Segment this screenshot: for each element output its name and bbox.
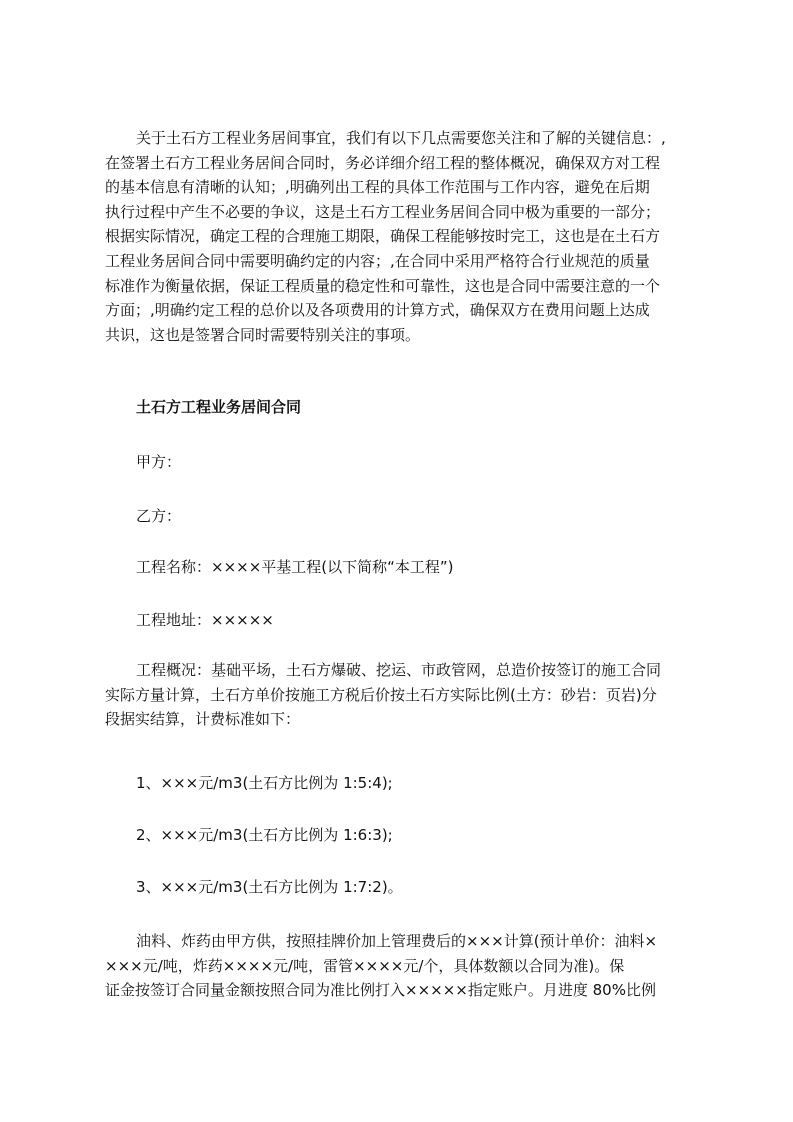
intro-line: 共识，这也是签署合同时需要特别关注的事项。 [105,325,421,344]
rate-item-3: 3、×××元/m3(土石方比例为 1:7:2)。 [136,878,403,896]
overview-line: 实际方量计算，土石方单价按施工方税后价按土石方实际比例(土方：砂岩：页岩)分 [105,685,657,704]
intro-line: 执行过程中产生不必要的争议，这是土石方工程业务居间合同中极为重要的一部分； [105,202,661,221]
intro-paragraph [105,126,687,347]
supply-paragraph [105,929,687,1003]
party-b-label: 乙方： [136,507,182,525]
intro-line: 方面；,明确约定工程的总价以及各项费用的计算方式，确保双方在费用问题上达成 [105,301,650,320]
supply-line: ×××元/吨，炸药××××元/吨，雷管××××元/个，具体数额以合同为准)。保 [105,956,625,975]
intro-line: 标准作为衡量依据，保证工程质量的稳定性和可靠性，这也是合同中需要注意的一个 [105,276,661,295]
supply-line: 油料、炸药由甲方供，按照挂牌价加上管理费后的×××计算(预计单价：油料× [136,932,658,950]
overview-line: 工程概况：基础平场，土石方爆破、挖运、市政管网，总造价按签订的施工合同 [136,661,662,679]
intro-line: 根据实际情况，确定工程的合理施工期限，确保工程能够按时完工，这也是在土石方 [105,227,661,246]
party-a-label: 甲方： [136,453,182,471]
supply-line: 证金按签订合同量金额按照合同为准比例打入×××××指定账户。月进度 80%比例 [105,981,656,1000]
overview-line: 段据实结算，计费标准如下： [105,710,301,729]
rate-item-1: 1、×××元/m3(土石方比例为 1:5:4); [136,774,393,792]
project-name: 工程名称：××××平基工程(以下简称“本工程”) [136,558,454,576]
contract-title: 土石方工程业务居间合同 [136,398,302,416]
intro-line: 在签署土石方工程业务居间合同时，务必详细介绍工程的整体概况，确保双方对工程 [105,153,661,172]
rate-item-2: 2、×××元/m3(土石方比例为 1:6:3); [136,826,393,844]
overview-paragraph [105,658,687,732]
project-address: 工程地址：××××× [136,611,274,629]
intro-line: 关于土石方工程业务居间事宜，我们有以下几点需要您关注和了解的关键信息：, [136,129,666,147]
intro-line: 工程业务居间合同中需要明确约定的内容；,在合同中采用严格符合行业规范的质量 [105,251,650,270]
intro-line: 的基本信息有清晰的认知；,明确列出工程的具体工作范围与工作内容，避免在后期 [105,178,650,197]
